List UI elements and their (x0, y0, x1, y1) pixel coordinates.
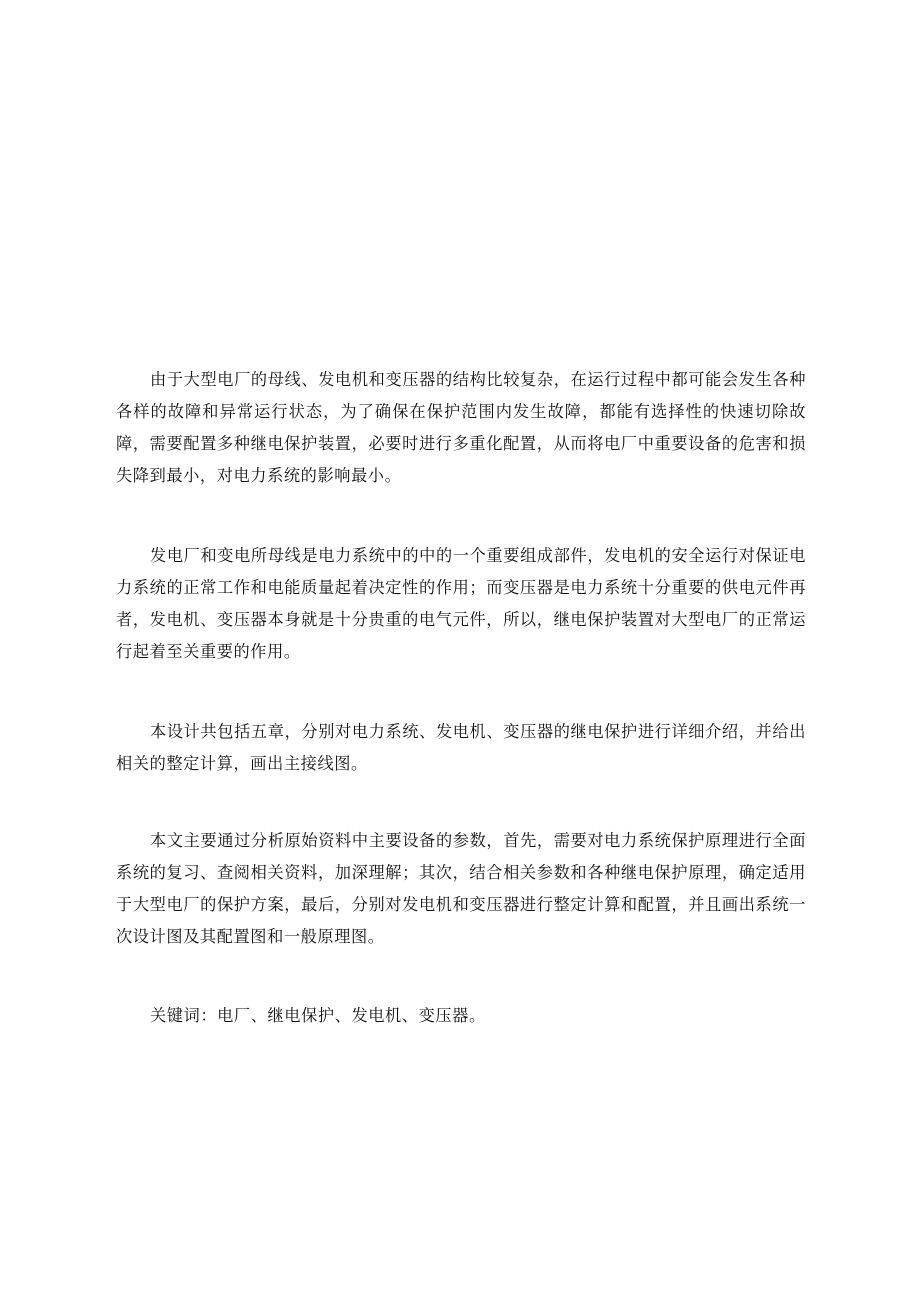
keywords-line: 关键词：电厂、继电保护、发电机、变压器。 (150, 1006, 486, 1025)
abstract-paragraph-4: 本文主要通过分析原始资料中主要设备的参数，首先，需要对电力系统保护原理进行全面系统的复习、查阅相关资料，加深理解；其次，结合相关参数和各种继电保护原理，确定适用于大型电厂的保护方案，最后，分别对发电机和变压器进行整定计算和配置，并且画出系统一次设计图及其配置图和一般原理图。 (116, 831, 806, 946)
abstract-paragraph-1: 由于大型电厂的母线、发电机和变压器的结构比较复杂，在运行过程中都可能会发生各种各样的故障和异常运行状态，为了确保在保护范围内发生故障，都能有选择性的快速切除故障，需要配置多种继电保护装置，必要时进行多重化配置，从而将电厂中重要设备的危害和损失降到最小，对电力系统的影响最小。 (116, 370, 806, 485)
abstract-paragraph-2: 发电厂和变电所母线是电力系统中的中的一个重要组成部件，发电机的安全运行对保证电力系统的正常工作和电能质量起着决定性的作用；而变压器是电力系统十分重要的供电元件再者，发电机、变压器本身就是十分贵重的电气元件，所以，继电保护装置对大型电厂的正常运行起着至关重要的作用。 (116, 546, 806, 661)
abstract-paragraph-3: 本设计共包括五章，分别对电力系统、发电机、变压器的继电保护进行详细介绍，并给出相关的整定计算，画出主接线图。 (116, 722, 806, 773)
